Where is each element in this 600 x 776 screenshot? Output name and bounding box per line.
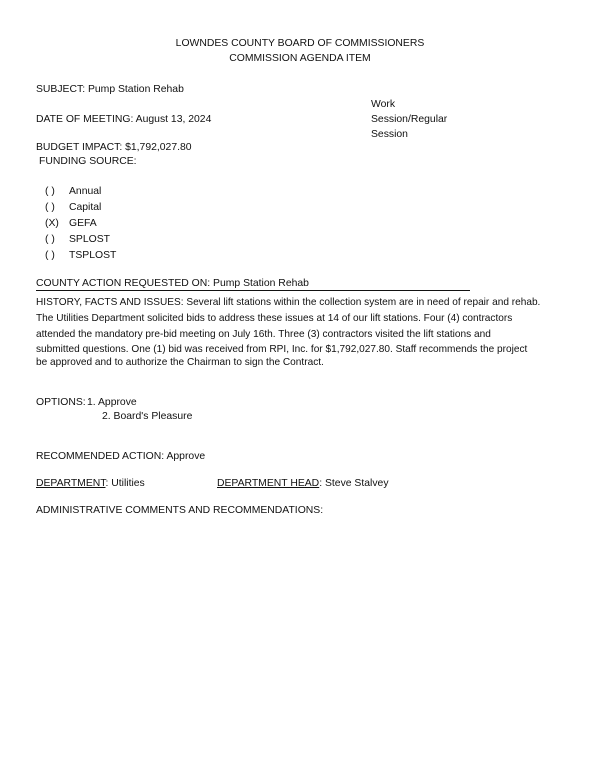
funding-mark: ( ) [45, 202, 55, 213]
divider [36, 290, 470, 291]
department-head [217, 477, 389, 490]
session-1: Work [371, 99, 396, 110]
history-line: submitted questions. One (1) bid was received from RPI, Inc. for $1,792,027.80. Staff recommends the project [36, 344, 528, 355]
funding-label: Annual [69, 186, 102, 197]
funding-mark: ( ) [45, 234, 55, 245]
admin-comments: ADMINISTRATIVE COMMENTS AND RECOMMENDATIONS: [36, 505, 324, 516]
subject: SUBJECT: Pump Station Rehab [36, 84, 184, 95]
department [36, 477, 145, 490]
session-2: Session/Regular [371, 114, 448, 125]
funding-mark: ( ) [45, 250, 55, 261]
session-3: Session [371, 129, 408, 140]
department-label: DEPARTMENT [36, 478, 106, 489]
funding-label: Capital [69, 202, 102, 213]
meeting-date: DATE OF MEETING: August 13, 2024 [36, 114, 212, 125]
funding-label: SPLOST [69, 234, 110, 245]
budget-impact: BUDGET IMPACT: $1,792,027.80 [36, 142, 192, 153]
funding-mark: (X) [45, 218, 59, 229]
history-line: The Utilities Department solicited bids to address these issues at 14 of our lift stations. Four (4) contractors [36, 313, 513, 324]
recommended-action: RECOMMENDED ACTION: Approve [36, 451, 206, 462]
county-action: COUNTY ACTION REQUESTED ON: Pump Station Rehab [36, 278, 309, 289]
option-1: 1. Approve [87, 397, 137, 408]
department-head-label: DEPARTMENT HEAD [217, 478, 320, 489]
history-line: be approved and to authorize the Chairman to sign the Contract. [36, 357, 324, 368]
funding-label: TSPLOST [69, 250, 117, 261]
org-title: LOWNDES COUNTY BOARD OF COMMISSIONERS [175, 38, 425, 49]
department-head-value: : Steve Stalvey [319, 478, 389, 489]
funding-label: GEFA [69, 218, 97, 229]
funding-mark: ( ) [45, 186, 55, 197]
history-line: attended the mandatory pre-bid meeting on July 16th. Three (3) contractors visited the lift stations and [36, 329, 491, 340]
options-label: OPTIONS: [36, 397, 86, 408]
funding-source-label: FUNDING SOURCE: [39, 156, 137, 167]
department-value: : Utilities [105, 478, 145, 489]
option-2: 2. Board's Pleasure [102, 411, 193, 422]
doc-title: COMMISSION AGENDA ITEM [229, 53, 371, 64]
history-line: HISTORY, FACTS AND ISSUES: Several lift stations within the collection system are in need of repair and rehab. [36, 297, 541, 308]
